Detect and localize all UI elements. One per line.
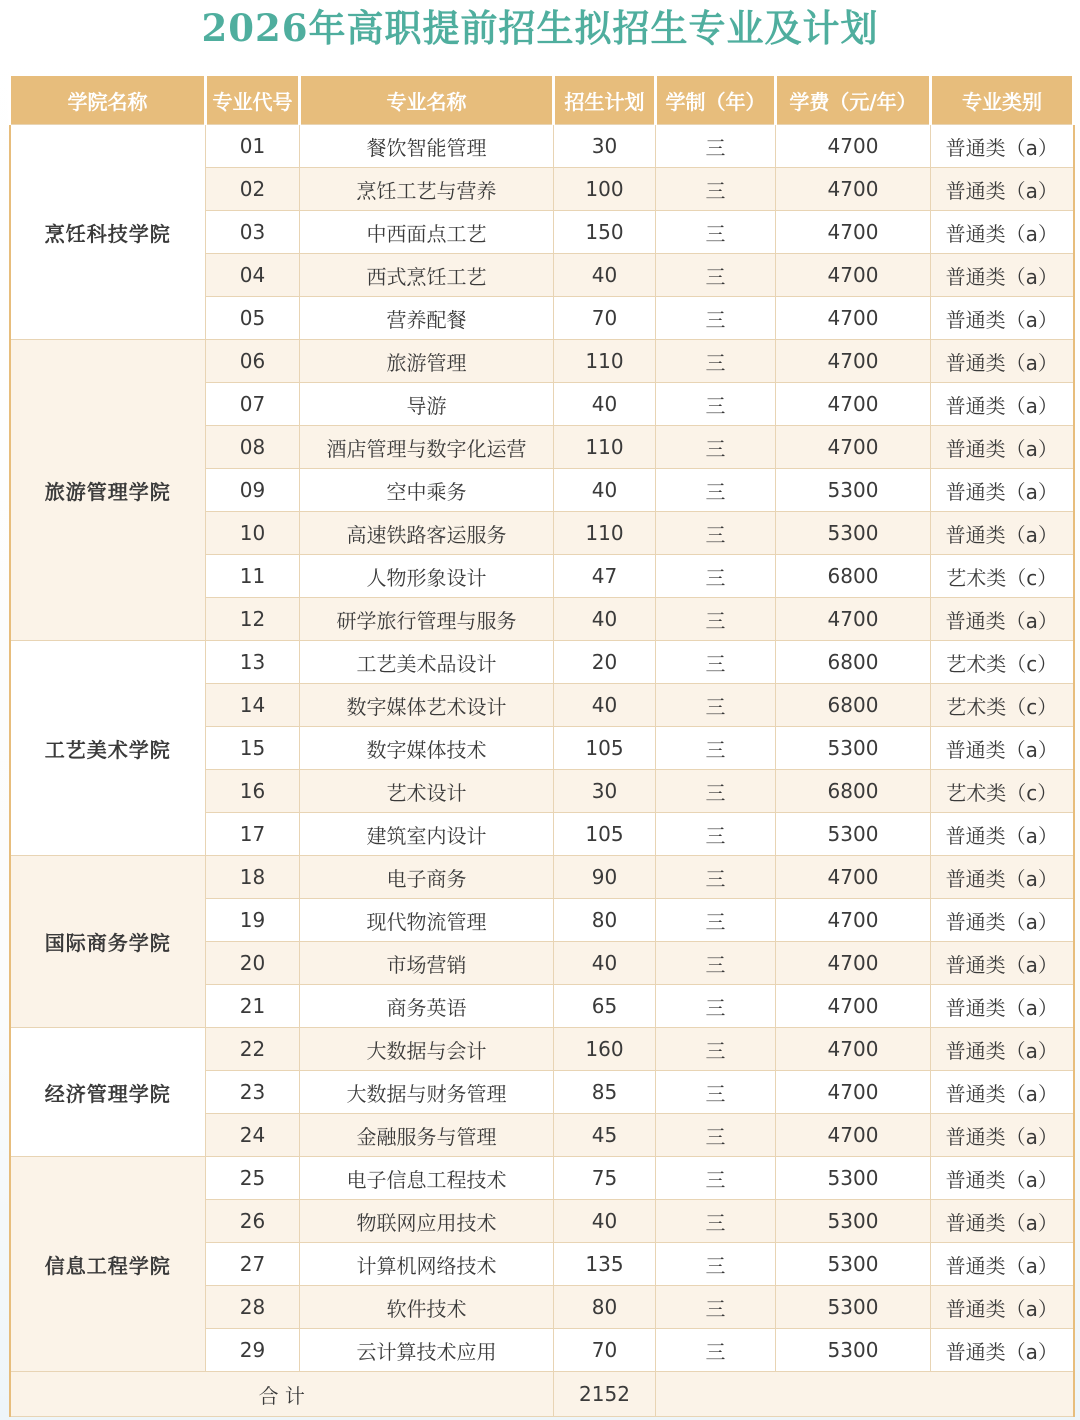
total-label: 合 计 <box>10 1372 554 1417</box>
major-code-cell: 11 <box>206 555 300 598</box>
enrollment-plan-table <box>8 76 1075 1417</box>
years-cell: 三 <box>656 813 776 856</box>
fee-cell: 5300 <box>776 813 931 856</box>
plan-cell: 70 <box>554 1329 656 1372</box>
years-cell: 三 <box>656 1114 776 1157</box>
major-name-cell: 物联网应用技术 <box>300 1200 554 1243</box>
major-code-cell: 23 <box>206 1071 300 1114</box>
major-code-cell: 17 <box>206 813 300 856</box>
years-cell: 三 <box>656 254 776 297</box>
category-cell: 艺术类（c） <box>931 684 1074 727</box>
header-years: 学制（年） <box>656 76 776 125</box>
plan-cell: 47 <box>554 555 656 598</box>
major-code-cell: 01 <box>206 125 300 168</box>
plan-cell: 80 <box>554 899 656 942</box>
college-name: 国际商务学院 <box>10 856 206 1028</box>
fee-cell: 4700 <box>776 1071 931 1114</box>
major-name-cell: 人物形象设计 <box>300 555 554 598</box>
category-cell: 普通类（a） <box>931 1157 1074 1200</box>
plan-cell: 40 <box>554 469 656 512</box>
major-code-cell: 10 <box>206 512 300 555</box>
plan-cell: 40 <box>554 598 656 641</box>
years-cell: 三 <box>656 512 776 555</box>
major-code-cell: 03 <box>206 211 300 254</box>
fee-cell: 4700 <box>776 1114 931 1157</box>
major-code-cell: 20 <box>206 942 300 985</box>
fee-cell: 4700 <box>776 598 931 641</box>
years-cell: 三 <box>656 856 776 899</box>
major-name-cell: 营养配餐 <box>300 297 554 340</box>
plan-cell: 65 <box>554 985 656 1028</box>
category-cell: 普通类（a） <box>931 168 1074 211</box>
major-name-cell: 旅游管理 <box>300 340 554 383</box>
major-name-cell: 高速铁路客运服务 <box>300 512 554 555</box>
years-cell: 三 <box>656 1329 776 1372</box>
fee-cell: 4700 <box>776 942 931 985</box>
major-name-cell: 大数据与财务管理 <box>300 1071 554 1114</box>
header-major-name: 专业名称 <box>300 76 554 125</box>
header-plan: 招生计划 <box>554 76 656 125</box>
page-title: 2026年高职提前招生拟招生专业及计划 <box>201 6 879 50</box>
major-name-cell: 艺术设计 <box>300 770 554 813</box>
table-row <box>10 641 1074 684</box>
years-cell: 三 <box>656 1286 776 1329</box>
fee-cell: 4700 <box>776 211 931 254</box>
years-cell: 三 <box>656 1071 776 1114</box>
major-code-cell: 12 <box>206 598 300 641</box>
plan-cell: 45 <box>554 1114 656 1157</box>
plan-cell: 40 <box>554 1200 656 1243</box>
major-code-cell: 27 <box>206 1243 300 1286</box>
table-row <box>10 125 1074 168</box>
fee-cell: 5300 <box>776 727 931 770</box>
major-code-cell: 16 <box>206 770 300 813</box>
fee-cell: 6800 <box>776 555 931 598</box>
category-cell: 普通类（a） <box>931 598 1074 641</box>
header-major-code: 专业代号 <box>206 76 300 125</box>
header-college: 学院名称 <box>10 76 206 125</box>
category-cell: 普通类（a） <box>931 512 1074 555</box>
years-cell: 三 <box>656 340 776 383</box>
total-blank <box>656 1372 1074 1417</box>
years-cell: 三 <box>656 727 776 770</box>
fee-cell: 4700 <box>776 383 931 426</box>
fee-cell: 4700 <box>776 340 931 383</box>
major-code-cell: 06 <box>206 340 300 383</box>
plan-cell: 100 <box>554 168 656 211</box>
plan-cell: 105 <box>554 813 656 856</box>
years-cell: 三 <box>656 770 776 813</box>
plan-cell: 40 <box>554 383 656 426</box>
major-name-cell: 现代物流管理 <box>300 899 554 942</box>
fee-cell: 6800 <box>776 641 931 684</box>
table-header-row <box>10 76 1074 125</box>
years-cell: 三 <box>656 1028 776 1071</box>
major-name-cell: 空中乘务 <box>300 469 554 512</box>
years-cell: 三 <box>656 598 776 641</box>
major-code-cell: 18 <box>206 856 300 899</box>
major-code-cell: 22 <box>206 1028 300 1071</box>
fee-cell: 4700 <box>776 1028 931 1071</box>
years-cell: 三 <box>656 942 776 985</box>
plan-cell: 70 <box>554 297 656 340</box>
total-plan: 2152 <box>554 1372 656 1417</box>
plan-cell: 110 <box>554 512 656 555</box>
college-name: 信息工程学院 <box>10 1157 206 1372</box>
major-code-cell: 26 <box>206 1200 300 1243</box>
fee-cell: 5300 <box>776 469 931 512</box>
years-cell: 三 <box>656 1200 776 1243</box>
fee-cell: 6800 <box>776 684 931 727</box>
major-code-cell: 07 <box>206 383 300 426</box>
major-name-cell: 云计算技术应用 <box>300 1329 554 1372</box>
category-cell: 普通类（a） <box>931 426 1074 469</box>
total-row <box>10 1372 1074 1417</box>
fee-cell: 5300 <box>776 512 931 555</box>
years-cell: 三 <box>656 383 776 426</box>
major-name-cell: 烹饪工艺与营养 <box>300 168 554 211</box>
category-cell: 普通类（a） <box>931 813 1074 856</box>
major-name-cell: 西式烹饪工艺 <box>300 254 554 297</box>
category-cell: 普通类（a） <box>931 856 1074 899</box>
fee-cell: 4700 <box>776 985 931 1028</box>
fee-cell: 4700 <box>776 254 931 297</box>
major-code-cell: 09 <box>206 469 300 512</box>
header-category: 专业类别 <box>931 76 1074 125</box>
major-name-cell: 导游 <box>300 383 554 426</box>
major-code-cell: 24 <box>206 1114 300 1157</box>
major-name-cell: 商务英语 <box>300 985 554 1028</box>
fee-cell: 4700 <box>776 899 931 942</box>
major-name-cell: 电子信息工程技术 <box>300 1157 554 1200</box>
major-name-cell: 工艺美术品设计 <box>300 641 554 684</box>
category-cell: 普通类（a） <box>931 1329 1074 1372</box>
category-cell: 普通类（a） <box>931 727 1074 770</box>
plan-cell: 80 <box>554 1286 656 1329</box>
fee-cell: 5300 <box>776 1286 931 1329</box>
table-body <box>10 125 1074 1417</box>
category-cell: 普通类（a） <box>931 254 1074 297</box>
major-name-cell: 数字媒体艺术设计 <box>300 684 554 727</box>
major-code-cell: 04 <box>206 254 300 297</box>
table-row <box>10 1028 1074 1071</box>
fee-cell: 4700 <box>776 426 931 469</box>
major-name-cell: 中西面点工艺 <box>300 211 554 254</box>
table-row <box>10 1157 1074 1200</box>
years-cell: 三 <box>656 985 776 1028</box>
plan-cell: 20 <box>554 641 656 684</box>
plan-cell: 30 <box>554 125 656 168</box>
major-code-cell: 13 <box>206 641 300 684</box>
major-name-cell: 餐饮智能管理 <box>300 125 554 168</box>
major-name-cell: 研学旅行管理与服务 <box>300 598 554 641</box>
plan-cell: 90 <box>554 856 656 899</box>
years-cell: 三 <box>656 469 776 512</box>
category-cell: 普通类（a） <box>931 899 1074 942</box>
category-cell: 普通类（a） <box>931 1243 1074 1286</box>
category-cell: 普通类（a） <box>931 1114 1074 1157</box>
category-cell: 普通类（a） <box>931 383 1074 426</box>
major-code-cell: 28 <box>206 1286 300 1329</box>
fee-cell: 5300 <box>776 1329 931 1372</box>
years-cell: 三 <box>656 899 776 942</box>
fee-cell: 4700 <box>776 297 931 340</box>
years-cell: 三 <box>656 684 776 727</box>
plan-cell: 135 <box>554 1243 656 1286</box>
plan-cell: 85 <box>554 1071 656 1114</box>
college-name: 工艺美术学院 <box>10 641 206 856</box>
plan-cell: 110 <box>554 426 656 469</box>
major-name-cell: 市场营销 <box>300 942 554 985</box>
category-cell: 普通类（a） <box>931 340 1074 383</box>
category-cell: 艺术类（c） <box>931 641 1074 684</box>
category-cell: 普通类（a） <box>931 211 1074 254</box>
major-name-cell: 计算机网络技术 <box>300 1243 554 1286</box>
major-name-cell: 软件技术 <box>300 1286 554 1329</box>
fee-cell: 4700 <box>776 125 931 168</box>
major-code-cell: 21 <box>206 985 300 1028</box>
major-name-cell: 大数据与会计 <box>300 1028 554 1071</box>
plan-cell: 150 <box>554 211 656 254</box>
years-cell: 三 <box>656 1157 776 1200</box>
major-code-cell: 19 <box>206 899 300 942</box>
years-cell: 三 <box>656 1243 776 1286</box>
college-name: 烹饪科技学院 <box>10 125 206 340</box>
plan-cell: 160 <box>554 1028 656 1071</box>
category-cell: 普通类（a） <box>931 125 1074 168</box>
college-name: 旅游管理学院 <box>10 340 206 641</box>
major-name-cell: 酒店管理与数字化运营 <box>300 426 554 469</box>
years-cell: 三 <box>656 168 776 211</box>
major-code-cell: 29 <box>206 1329 300 1372</box>
major-code-cell: 25 <box>206 1157 300 1200</box>
category-cell: 艺术类（c） <box>931 555 1074 598</box>
major-name-cell: 建筑室内设计 <box>300 813 554 856</box>
major-code-cell: 08 <box>206 426 300 469</box>
major-code-cell: 14 <box>206 684 300 727</box>
years-cell: 三 <box>656 555 776 598</box>
college-name: 经济管理学院 <box>10 1028 206 1157</box>
table-row <box>10 340 1074 383</box>
years-cell: 三 <box>656 426 776 469</box>
header-fee: 学费（元/年） <box>776 76 931 125</box>
major-code-cell: 05 <box>206 297 300 340</box>
years-cell: 三 <box>656 125 776 168</box>
category-cell: 普通类（a） <box>931 1028 1074 1071</box>
plan-cell: 40 <box>554 254 656 297</box>
table-row <box>10 856 1074 899</box>
major-code-cell: 02 <box>206 168 300 211</box>
plan-cell: 75 <box>554 1157 656 1200</box>
plan-cell: 110 <box>554 340 656 383</box>
major-name-cell: 金融服务与管理 <box>300 1114 554 1157</box>
years-cell: 三 <box>656 211 776 254</box>
fee-cell: 4700 <box>776 856 931 899</box>
years-cell: 三 <box>656 297 776 340</box>
category-cell: 普通类（a） <box>931 1200 1074 1243</box>
major-name-cell: 电子商务 <box>300 856 554 899</box>
fee-cell: 4700 <box>776 168 931 211</box>
fee-cell: 5300 <box>776 1200 931 1243</box>
fee-cell: 6800 <box>776 770 931 813</box>
plan-cell: 40 <box>554 684 656 727</box>
category-cell: 艺术类（c） <box>931 770 1074 813</box>
category-cell: 普通类（a） <box>931 1286 1074 1329</box>
fee-cell: 5300 <box>776 1157 931 1200</box>
category-cell: 普通类（a） <box>931 942 1074 985</box>
plan-cell: 30 <box>554 770 656 813</box>
category-cell: 普通类（a） <box>931 985 1074 1028</box>
years-cell: 三 <box>656 641 776 684</box>
fee-cell: 5300 <box>776 1243 931 1286</box>
major-code-cell: 15 <box>206 727 300 770</box>
plan-cell: 105 <box>554 727 656 770</box>
major-name-cell: 数字媒体技术 <box>300 727 554 770</box>
category-cell: 普通类（a） <box>931 469 1074 512</box>
plan-cell: 40 <box>554 942 656 985</box>
category-cell: 普通类（a） <box>931 1071 1074 1114</box>
category-cell: 普通类（a） <box>931 297 1074 340</box>
